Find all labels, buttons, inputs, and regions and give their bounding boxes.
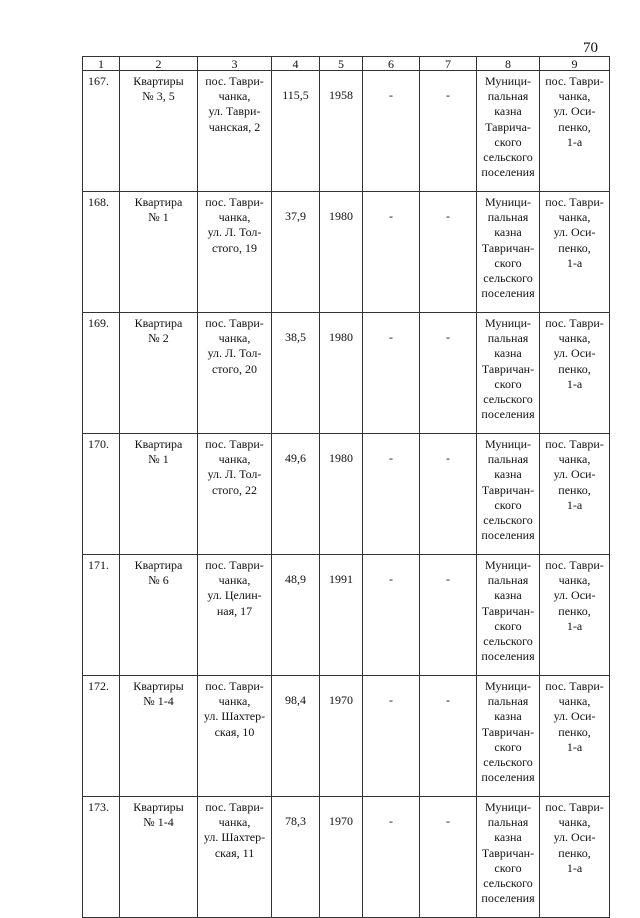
object-name-cell: Квартира № 6 [120, 555, 198, 676]
table-row [83, 797, 610, 918]
address-cell: пос. Таври- чанка, ул. Шахтер- ская, 11 [198, 797, 272, 918]
owner-cell: Муници- пальная казна Таврича- ского сельского поселения [477, 71, 540, 192]
page-number: 70 [583, 40, 598, 56]
location-cell: пос. Таври- чанка, ул. Оси- пенко, 1-а [540, 71, 610, 192]
column-header: 1 [83, 57, 120, 71]
year-cell: 1991 [320, 555, 363, 676]
year-cell: 1970 [320, 797, 363, 918]
object-name-cell: Квартиры № 3, 5 [120, 71, 198, 192]
column-6-cell: - [363, 676, 420, 797]
column-6-cell: - [363, 71, 420, 192]
address-cell: пос. Таври- чанка, ул. Л. Тол- стого, 20 [198, 313, 272, 434]
table-row [83, 313, 610, 434]
column-6-cell: - [363, 555, 420, 676]
column-header: 3 [198, 57, 272, 71]
column-number-row [83, 57, 610, 71]
table-row [83, 192, 610, 313]
column-header: 8 [477, 57, 540, 71]
location-cell: пос. Таври- чанка, ул. Оси- пенко, 1-а [540, 313, 610, 434]
column-7-cell: - [420, 676, 477, 797]
row-number-cell: 173. [83, 797, 120, 918]
owner-cell: Муници- пальная казна Тавричан- ского сельского поселения [477, 555, 540, 676]
object-name-cell: Квартира № 2 [120, 313, 198, 434]
address-cell: пос. Таври- чанка, ул. Л. Тол- стого, 19 [198, 192, 272, 313]
object-name-cell: Квартиры № 1-4 [120, 797, 198, 918]
area-cell: 78,3 [272, 797, 320, 918]
location-cell: пос. Таври- чанка, ул. Оси- пенко, 1-а [540, 555, 610, 676]
property-registry-table [82, 56, 610, 918]
area-cell: 48,9 [272, 555, 320, 676]
area-cell: 37,9 [272, 192, 320, 313]
owner-cell: Муници- пальная казна Тавричан- ского сельского поселения [477, 192, 540, 313]
area-cell: 98,4 [272, 676, 320, 797]
table-row [83, 434, 610, 555]
object-name-cell: Квартира № 1 [120, 192, 198, 313]
column-7-cell: - [420, 555, 477, 676]
row-number-cell: 169. [83, 313, 120, 434]
column-header: 9 [540, 57, 610, 71]
column-7-cell: - [420, 313, 477, 434]
location-cell: пос. Таври- чанка, ул. Оси- пенко, 1-а [540, 434, 610, 555]
table-row [83, 555, 610, 676]
area-cell: 49,6 [272, 434, 320, 555]
column-header: 5 [320, 57, 363, 71]
table-row [83, 676, 610, 797]
address-cell: пос. Таври- чанка, ул. Целин- ная, 17 [198, 555, 272, 676]
address-cell: пос. Таври- чанка, ул. Шахтер- ская, 10 [198, 676, 272, 797]
address-cell: пос. Таври- чанка, ул. Л. Тол- стого, 22 [198, 434, 272, 555]
column-7-cell: - [420, 797, 477, 918]
owner-cell: Муници- пальная казна Тавричан- ского сельского поселения [477, 434, 540, 555]
column-header: 4 [272, 57, 320, 71]
area-cell: 115,5 [272, 71, 320, 192]
column-7-cell: - [420, 192, 477, 313]
table-row [83, 71, 610, 192]
year-cell: 1958 [320, 71, 363, 192]
year-cell: 1980 [320, 313, 363, 434]
row-number-cell: 172. [83, 676, 120, 797]
column-7-cell: - [420, 71, 477, 192]
object-name-cell: Квартира № 1 [120, 434, 198, 555]
address-cell: пос. Таври- чанка, ул. Таври- чанская, 2 [198, 71, 272, 192]
owner-cell: Муници- пальная казна Тавричан- ского сельского поселения [477, 797, 540, 918]
column-header: 2 [120, 57, 198, 71]
row-number-cell: 171. [83, 555, 120, 676]
area-cell: 38,5 [272, 313, 320, 434]
column-header: 7 [420, 57, 477, 71]
row-number-cell: 170. [83, 434, 120, 555]
object-name-cell: Квартиры № 1-4 [120, 676, 198, 797]
column-6-cell: - [363, 192, 420, 313]
row-number-cell: 167. [83, 71, 120, 192]
column-6-cell: - [363, 434, 420, 555]
column-7-cell: - [420, 434, 477, 555]
row-number-cell: 168. [83, 192, 120, 313]
year-cell: 1980 [320, 434, 363, 555]
owner-cell: Муници- пальная казна Тавричан- ского сельского поселения [477, 676, 540, 797]
location-cell: пос. Таври- чанка, ул. Оси- пенко, 1-а [540, 676, 610, 797]
location-cell: пос. Таври- чанка, ул. Оси- пенко, 1-а [540, 192, 610, 313]
year-cell: 1970 [320, 676, 363, 797]
year-cell: 1980 [320, 192, 363, 313]
owner-cell: Муници- пальная казна Тавричан- ского сельского поселения [477, 313, 540, 434]
column-header: 6 [363, 57, 420, 71]
column-6-cell: - [363, 313, 420, 434]
column-6-cell: - [363, 797, 420, 918]
location-cell: пос. Таври- чанка, ул. Оси- пенко, 1-а [540, 797, 610, 918]
